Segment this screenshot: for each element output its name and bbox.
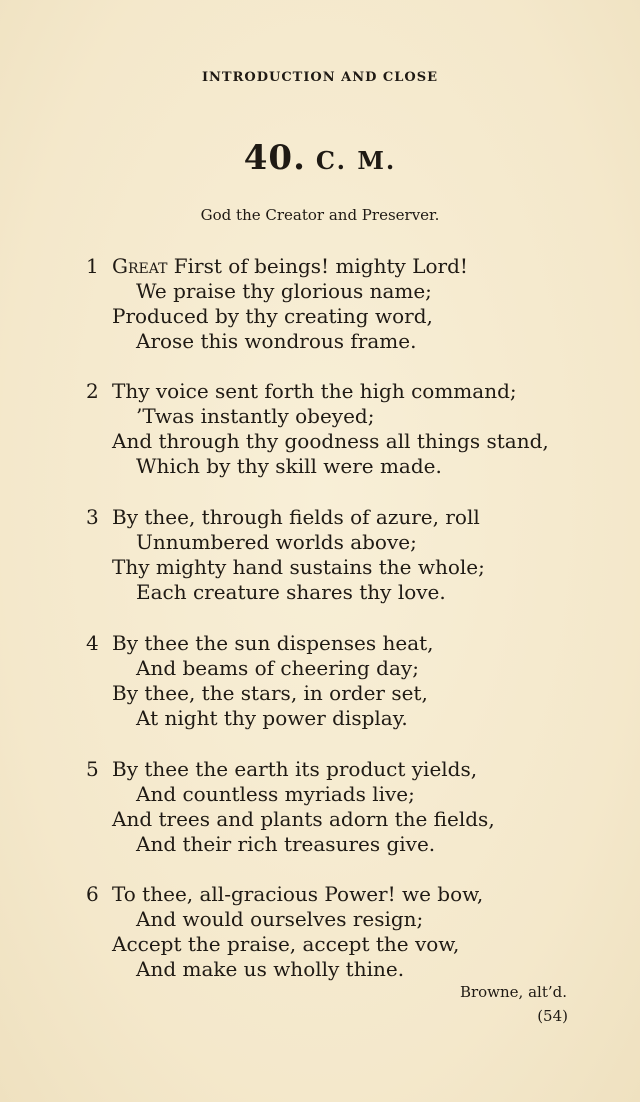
verse-line: We praise thy glorious name;: [136, 279, 432, 303]
verse-line: ’Twas instantly obeyed;: [136, 404, 375, 428]
running-head: INTRODUCTION AND CLOSE: [201, 70, 439, 85]
verse-line: And countless myriads live;: [136, 782, 415, 806]
verse-line: And their rich treasures give.: [136, 832, 436, 856]
verse-line: And through thy goodness all things stand,: [112, 429, 549, 453]
verse-line: Produced by thy creating word,: [112, 304, 433, 328]
stanza-number: 3: [86, 505, 99, 529]
stanza-number: 6: [86, 882, 99, 906]
stanza: [86, 882, 566, 982]
verse-line: 4 By thee the sun dispenses heat,: [86, 631, 434, 655]
verse-line: Which by thy skill were made.: [136, 454, 442, 478]
verse-line: 2 Thy voice sent forth the high command;: [86, 379, 517, 403]
verse-line: 6 To thee, all-gracious Power! we bow,: [86, 882, 484, 906]
verse-line: Arose this wondrous frame.: [136, 329, 417, 353]
verse-line: 5 By thee the earth its product yields,: [86, 757, 478, 781]
verse-line: And would ourselves resign;: [136, 907, 424, 931]
verse-line: Accept the praise, accept the vow,: [112, 932, 460, 956]
verse-line: Thy mighty hand sustains the whole;: [112, 555, 485, 579]
verse-line: And beams of cheering day;: [136, 656, 419, 680]
attribution: Browne, alt’d.: [459, 983, 567, 1001]
verse-line: At night thy power display.: [136, 706, 408, 730]
verse-line: 3 By thee, through fields of azure, roll: [86, 505, 480, 529]
page-number: (54): [537, 1007, 568, 1025]
verse-line: And trees and plants adorn the fields,: [112, 807, 495, 831]
verse-line: By thee, the stars, in order set,: [112, 681, 428, 705]
verse-line: Unnumbered worlds above;: [136, 530, 417, 554]
verse-line: And make us wholly thine.: [136, 957, 405, 981]
hymn-title: God the Creator and Preserver.: [200, 206, 440, 224]
stanza: [86, 505, 566, 605]
stanza: [86, 254, 566, 354]
stanza: [86, 379, 566, 479]
stanza: [86, 631, 566, 731]
stanza-number: 5: [86, 757, 99, 781]
stanza-number: 4: [86, 631, 99, 655]
hymn-heading: [0, 138, 640, 178]
verse-line: 1 Great First of beings! mighty Lord!: [86, 254, 468, 278]
initial-word: Great: [112, 254, 168, 278]
stanza: [86, 757, 566, 857]
stanza-number: 1: [86, 254, 99, 278]
stanza-number: 2: [86, 379, 99, 403]
verse-line: Each creature shares thy love.: [136, 580, 446, 604]
hymn-meter: C. M.: [315, 146, 397, 175]
hymn-number: 40.: [243, 138, 306, 178]
